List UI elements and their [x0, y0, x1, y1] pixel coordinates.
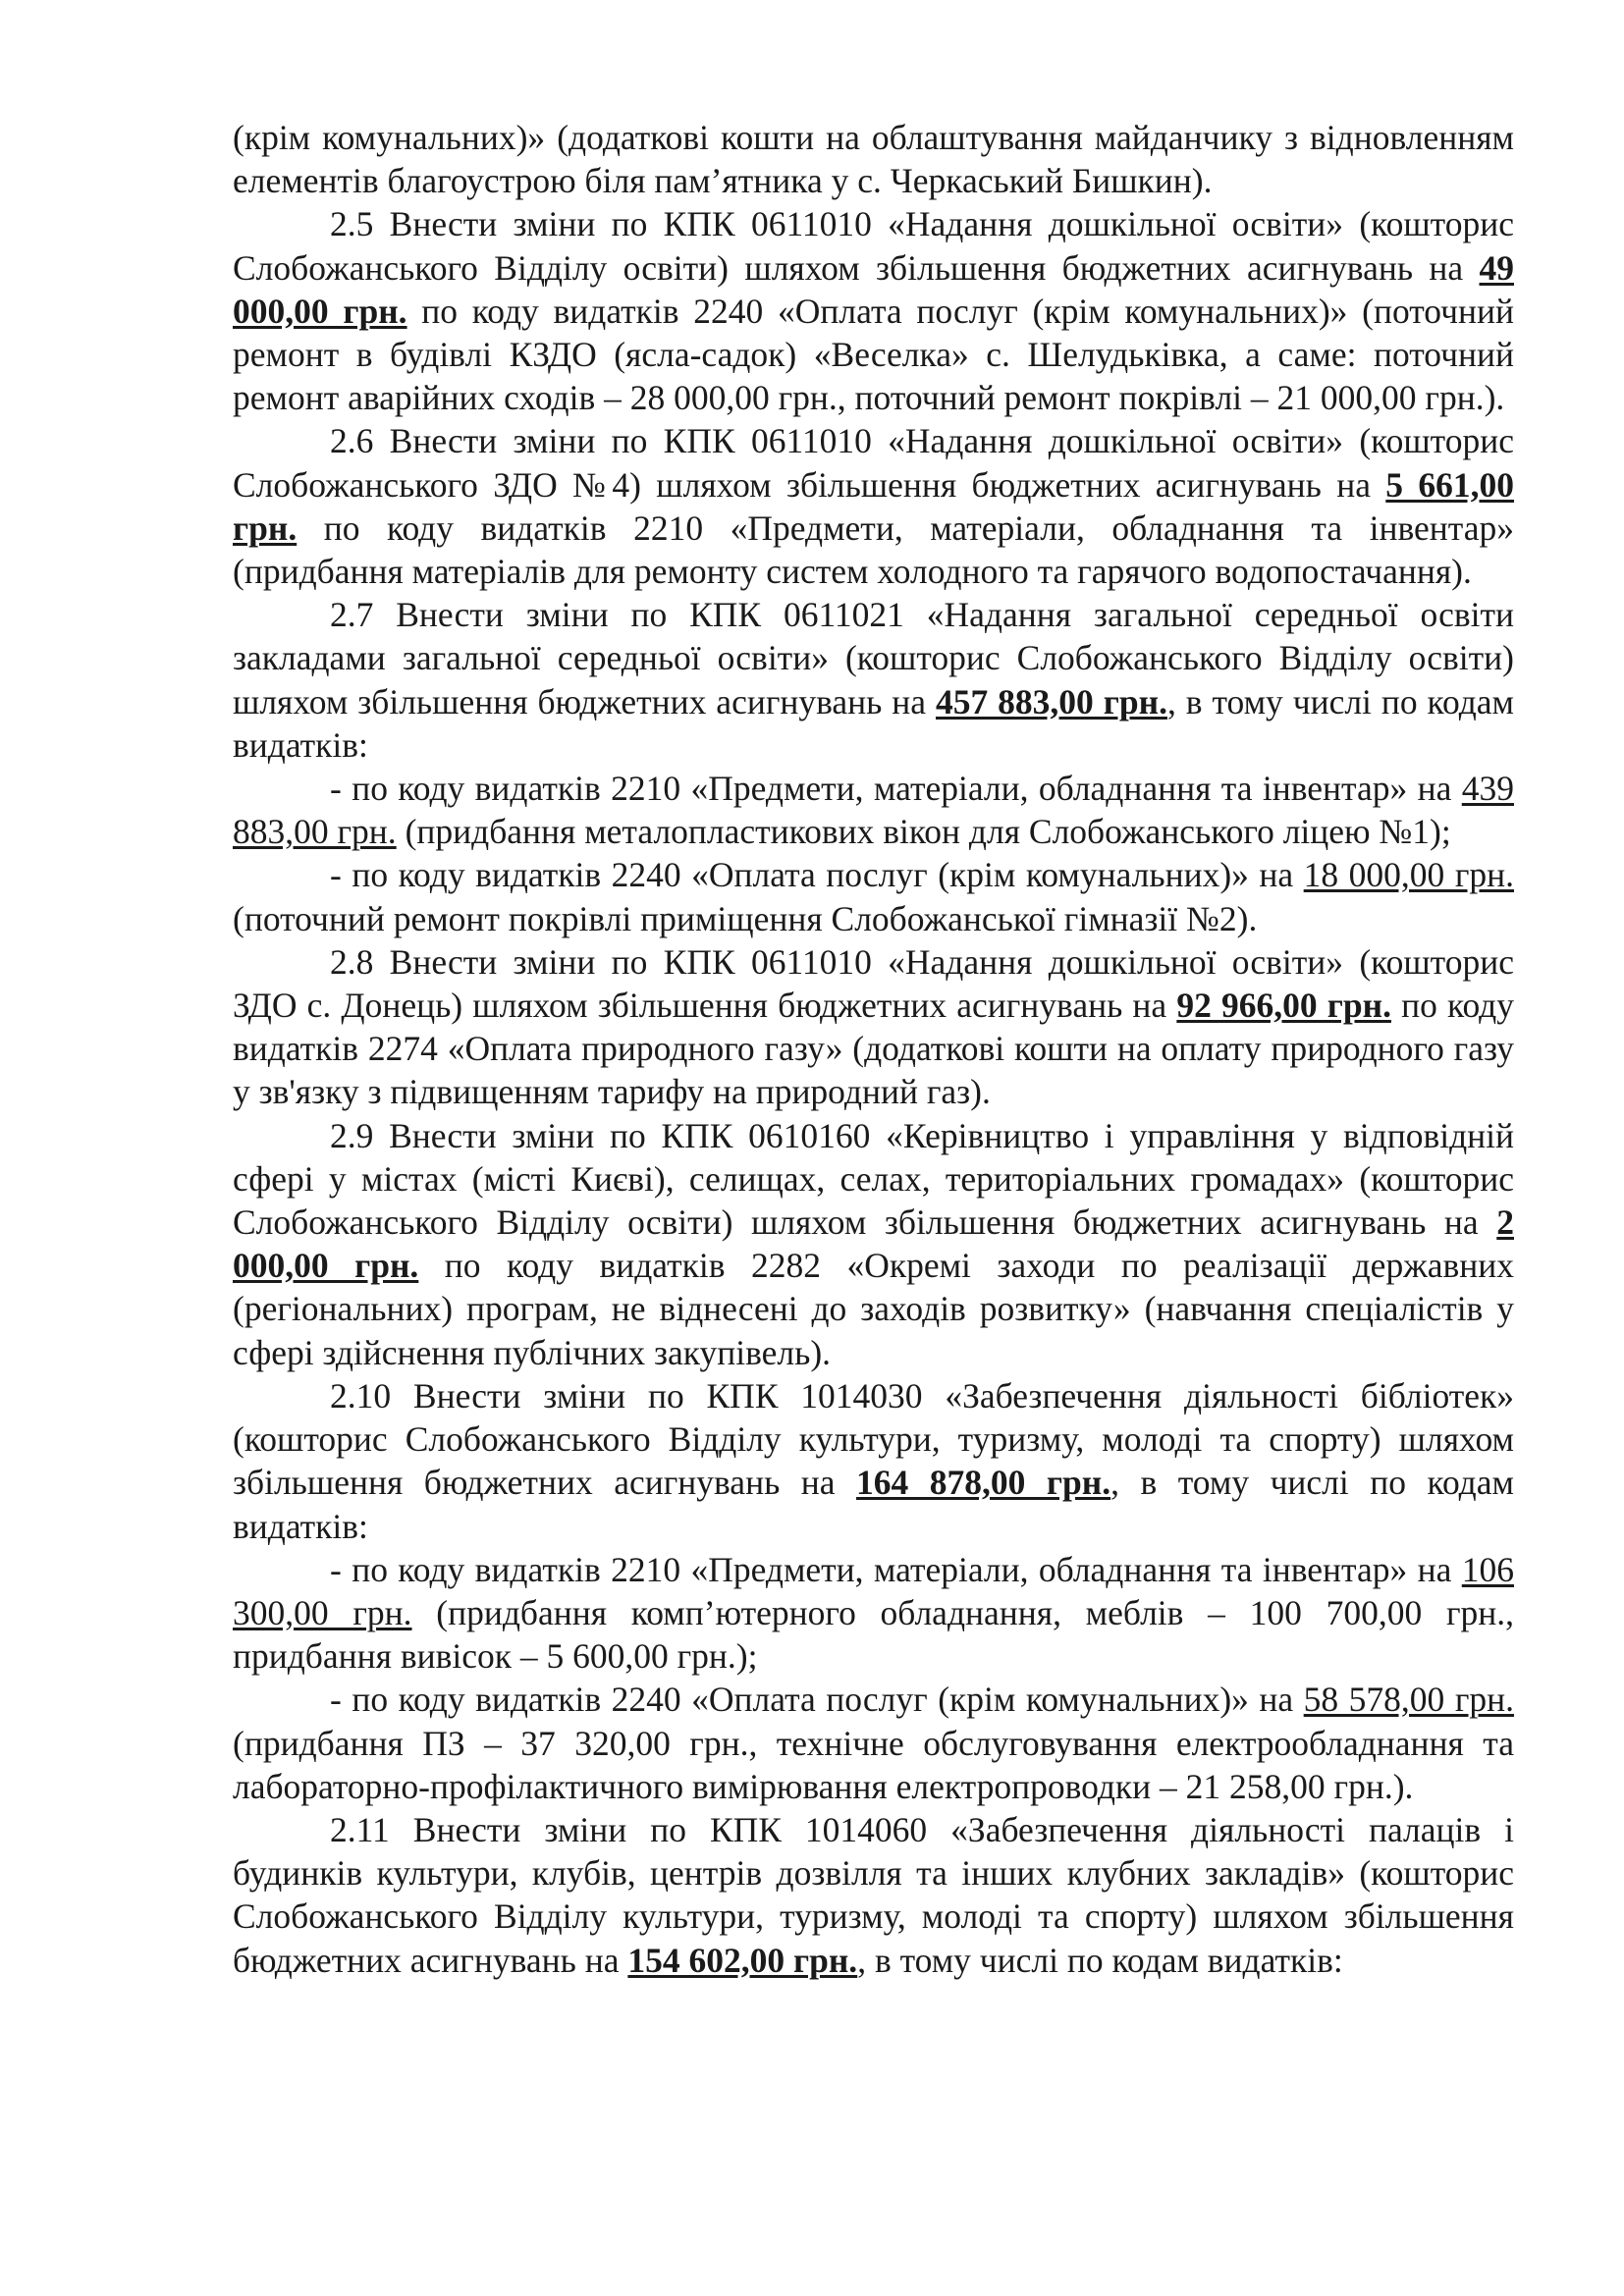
text-run: (крім комунальних)» (додаткові кошти на облаштування майданчику з відновленням елементів благоустрою біля пам’ятника у с. Черкаський Бишкин).	[233, 118, 1514, 201]
text-run: - по коду видатків 2240 «Оплата послуг (крім комунальних)» на	[330, 1680, 1304, 1720]
paragraph-subitem-2-10-b	[233, 1678, 1514, 1808]
amount-bold: 2 000,00 грн.	[233, 1202, 1514, 1286]
amount-bold: 457 883,00 грн.	[936, 681, 1167, 721]
text-run: по коду видатків 2274 «Оплата природного газу» (додаткові кошти на оплату природного газу у зв'язку з підвищенням тарифу на природний газ).	[233, 986, 1514, 1112]
paragraph-item-2-9	[233, 1114, 1514, 1374]
text-run: 2.10 Внести зміни по КПК 1014030 «Забезпечення діяльності бібліотек» (кошторис Слобожанського Відділу культури, туризму, молоді та спорту) шляхом збільшення бюджетних асигнувань на	[233, 1375, 1514, 1503]
paragraph-item-2-8	[233, 940, 1514, 1114]
text-run: по коду видатків 2282 «Окремі заходи по реалізації державних (регіональних) програм, не віднесені до заходів розвитку» (навчання спеціалістів у сфері здійснення публічних закупівель).	[233, 1246, 1514, 1372]
text-run: (придбання ПЗ – 37 320,00 грн., технічне обслуговування електрообладнання та лабораторно-профілактичного вимірювання електропроводки – 21 258,00 грн.).	[233, 1723, 1514, 1806]
text-run: (придбання металопластикових вікон для Слобожанського ліцею №1);	[396, 812, 1451, 852]
text-run: 2.6 Внести зміни по КПК 0611010 «Надання дошкільної освіти» (кошторис Слобожанського ЗДО №4) шляхом збільшення бюджетних асигнувань на	[233, 421, 1514, 505]
document-page	[233, 116, 1514, 1982]
text-run: 2.7 Внести зміни по КПК 0611021 «Надання загальної середньої освіти закладами загальної середньої освіти» (кошторис Слобожанського Відділу освіти) шляхом збільшення бюджетних асигнувань на	[233, 595, 1514, 721]
amount-underlined: 106 300,00 грн.	[233, 1549, 1514, 1632]
paragraph-item-2-11	[233, 1808, 1514, 1982]
text-run: 2.5 Внести зміни по КПК 0611010 «Надання дошкільної освіти» (кошторис Слобожанського Відділу освіти) шляхом збільшення бюджетних асигнувань на	[233, 204, 1514, 288]
text-run: 2.8 Внести зміни по КПК 0611010 «Надання дошкільної освіти» (кошторис ЗДО с. Донець) шляхом збільшення бюджетних асигнувань на	[233, 941, 1514, 1026]
paragraph-subitem-2-7-b	[233, 853, 1514, 939]
amount-underlined: 18 000,00 грн.	[1303, 855, 1514, 895]
amount-bold: 5 661,00 грн.	[233, 464, 1515, 548]
text-run: (поточний ремонт покрівлі приміщення Слобожанської гімназії №2).	[233, 898, 1258, 938]
paragraph-item-2-5	[233, 202, 1514, 419]
text-run: - по коду видатків 2210 «Предмети, матеріали, обладнання та інвентар» на	[330, 769, 1462, 809]
text-run: по коду видатків 2240 «Оплата послуг (крім комунальних)» (поточний ремонт в будівлі КЗДО (ясла-садок) «Веселка» с. Шелудьківка, а саме: поточний ремонт аварійних сходів – 28 000,00 грн., поточний ремонт покрівлі – 21 000,00 грн.).	[233, 291, 1514, 418]
paragraph-subitem-2-10-a	[233, 1548, 1514, 1679]
paragraph-subitem-2-7-a	[233, 767, 1514, 853]
text-run: , в тому числі по кодам видатків:	[233, 1463, 1514, 1546]
paragraph-item-2-7	[233, 593, 1514, 767]
amount-bold: 49 000,00 грн.	[233, 247, 1514, 331]
text-run: - по коду видатків 2210 «Предмети, матеріали, обладнання та інвентар» на	[330, 1549, 1462, 1589]
text-run: , в тому числі по кодам видатків:	[233, 681, 1514, 765]
text-run: по коду видатків 2210 «Предмети, матеріали, обладнання та інвентар» (придбання матеріалів для ремонту систем холодного та гарячого водопостачання).	[233, 507, 1514, 592]
amount-underlined: 58 578,00 грн.	[1303, 1680, 1514, 1720]
amount-bold: 154 602,00 грн.	[627, 1940, 858, 1980]
text-run: 2.11 Внести зміни по КПК 1014060 «Забезпечення діяльності палаців і будинків культури, клубів, центрів дозвілля та інших клубних закладів» (кошторис Слобожанського Відділу культури, туризму, молоді та спорту) шляхом збільшення бюджетних асигнувань на	[233, 1809, 1514, 1980]
text-run: , в тому числі по кодам видатків:	[857, 1940, 1343, 1980]
text-run: (придбання комп’ютерного обладнання, меблів – 100 700,00 грн., придбання вивісок – 5 600,00 грн.);	[233, 1592, 1515, 1677]
amount-underlined: 439 883,00 грн.	[233, 769, 1514, 852]
paragraph-continuation	[233, 116, 1514, 202]
paragraph-item-2-6	[233, 419, 1514, 593]
text-run: 2.9 Внести зміни по КПК 0610160 «Керівництво і управління у відповідній сфері у містах (місті Києві), селищах, селах, територіальних громадах» (кошторис Слобожанського Відділу освіти) шляхом збільшення бюджетних асигнувань на	[233, 1115, 1514, 1243]
paragraph-item-2-10	[233, 1374, 1514, 1548]
amount-bold: 92 966,00 грн.	[1176, 986, 1391, 1026]
text-run: - по коду видатків 2240 «Оплата послуг (крім комунальних)» на	[330, 855, 1304, 895]
amount-bold: 164 878,00 грн.	[856, 1463, 1111, 1503]
